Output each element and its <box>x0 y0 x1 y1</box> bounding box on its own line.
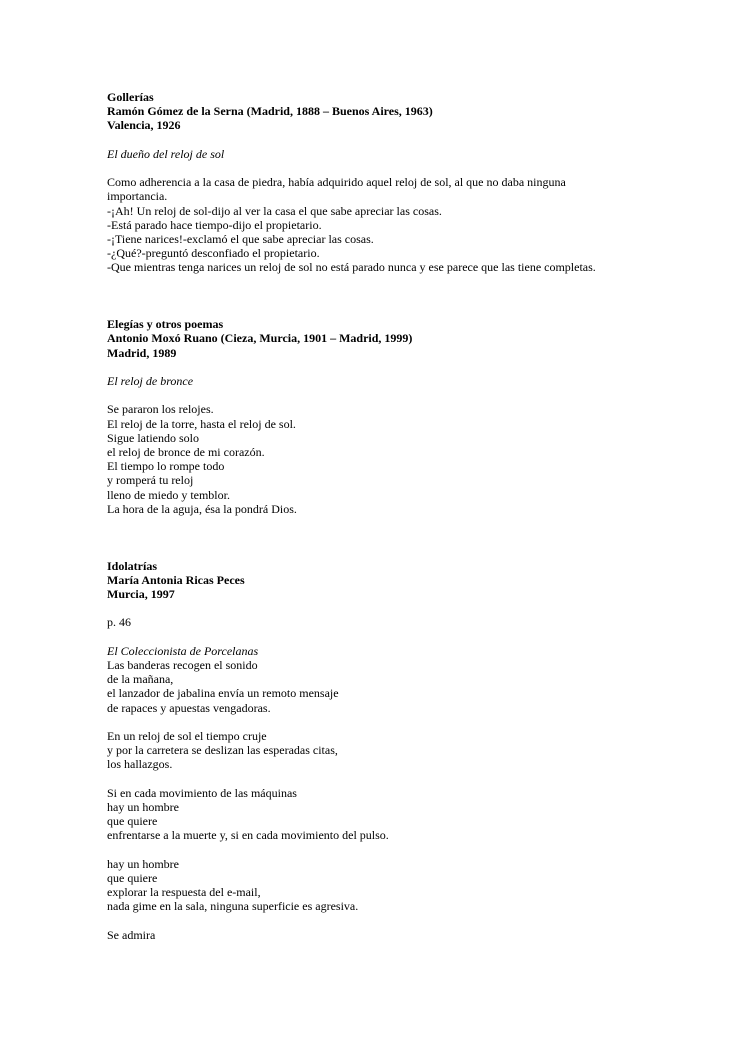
body-line: importancia. <box>107 189 168 204</box>
body-line: -Que mientras tenga narices un reloj de sol no está parado nunca y ese parece que las tiene completas. <box>107 260 596 275</box>
section-spacer <box>107 275 667 318</box>
verse-line: Sigue latiendo solo <box>107 430 199 445</box>
place-year: Murcia, 1997 <box>107 587 175 602</box>
author-line: Ramón Gómez de la Serna (Madrid, 1888 – Buenos Aires, 1963) <box>107 104 433 119</box>
verse-line: explorar la respuesta del e-mail, <box>107 885 261 900</box>
document-page <box>107 90 667 942</box>
stanza-spacer <box>107 914 667 928</box>
verse-line: que quiere <box>107 814 158 829</box>
stanza-spacer <box>107 772 667 786</box>
entry-gollerias <box>107 90 667 275</box>
stanza-spacer <box>107 843 667 857</box>
verse-line: Se admira <box>107 927 156 942</box>
place-year: Valencia, 1926 <box>107 118 181 133</box>
entry-idolatrias <box>107 559 667 942</box>
verse-line: los hallazgos. <box>107 757 173 772</box>
spacer <box>107 630 667 644</box>
verse-line: y por la carretera se deslizan las esperadas citas, <box>107 743 338 758</box>
verse-line: hay un hombre <box>107 800 179 814</box>
verse-line: La hora de la aguja, ésa la pondrá Dios. <box>107 501 297 516</box>
verse-line: de la mañana, <box>107 672 174 687</box>
author-line: María Antonia Ricas Peces <box>107 572 245 587</box>
place-year: Madrid, 1989 <box>107 345 177 360</box>
spacer <box>107 601 667 615</box>
verse-line: el reloj de bronce de mi corazón. <box>107 445 265 459</box>
page-reference: p. 46 <box>107 615 131 630</box>
verse-line: que quiere <box>107 871 158 885</box>
body-line: Como adherencia a la casa de piedra, había adquirido aquel reloj de sol, al que no daba ninguna <box>107 175 566 190</box>
spacer <box>107 360 667 374</box>
spacer <box>107 388 667 402</box>
body-line: -¡Tiene narices!-exclamó el que sabe apreciar las cosas. <box>107 232 374 246</box>
stanza-spacer <box>107 715 667 729</box>
verse-line: Se pararon los relojes. <box>107 402 214 417</box>
verse-line: Las banderas recogen el sonido <box>107 658 258 672</box>
piece-title: El Coleccionista de Porcelanas <box>107 643 259 658</box>
verse-line: de rapaces y apuestas vengadoras. <box>107 700 271 715</box>
piece-title: El dueño del reloj de sol <box>107 146 225 161</box>
verse-line: El tiempo lo rompe todo <box>107 459 225 474</box>
body-line: -¡Ah! Un reloj de sol-dijo al ver la casa el que sabe apreciar las cosas. <box>107 203 442 218</box>
spacer <box>107 161 667 175</box>
book-title: Idolatrías <box>107 558 158 573</box>
verse-line: hay un hombre <box>107 856 179 871</box>
book-title: Gollerías <box>107 90 154 104</box>
verse-line: nada gime en la sala, ninguna superficie es agresiva. <box>107 899 359 914</box>
spacer <box>107 133 667 147</box>
piece-title: El reloj de bronce <box>107 374 194 388</box>
verse-line: lleno de miedo y temblor. <box>107 487 230 502</box>
verse-line: el lanzador de jabalina envía un remoto mensaje <box>107 686 339 701</box>
author-line: Antonio Moxó Ruano (Cieza, Murcia, 1901 – Madrid, 1999) <box>107 331 413 346</box>
verse-line: En un reloj de sol el tiempo cruje <box>107 729 267 743</box>
body-line: -Está parado hace tiempo-dijo el propietario. <box>107 217 322 232</box>
body-line: -¿Qué?-preguntó desconfiado el propietario. <box>107 246 320 261</box>
section-spacer <box>107 516 667 559</box>
book-title: Elegías y otros poemas <box>107 317 224 332</box>
entry-elegias <box>107 317 667 516</box>
verse-line: enfrentarse a la muerte y, si en cada movimiento del pulso. <box>107 828 389 843</box>
verse-line: El reloj de la torre, hasta el reloj de sol. <box>107 416 296 431</box>
verse-line: Si en cada movimiento de las máquinas <box>107 785 297 800</box>
verse-line: y romperá tu reloj <box>107 473 194 488</box>
